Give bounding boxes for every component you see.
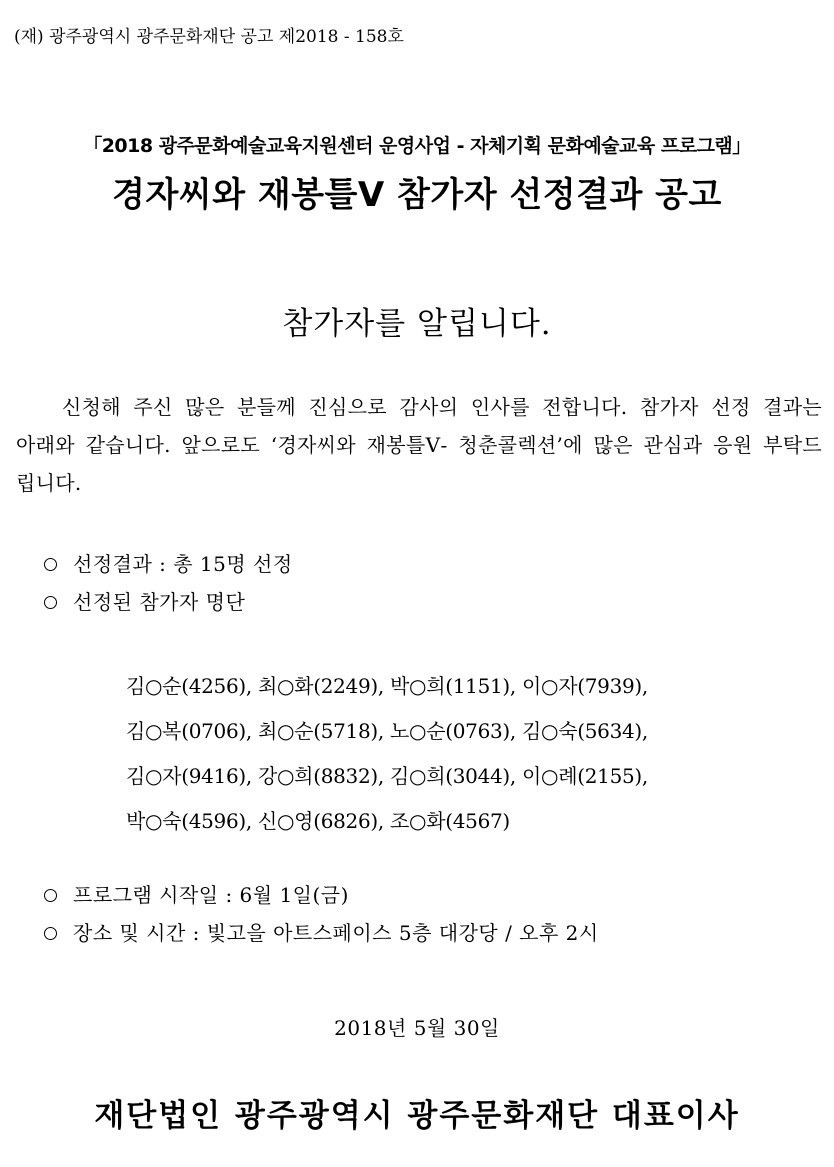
list-item [44,545,293,583]
program-info-list [44,876,599,952]
program-start-date: 프로그램 시작일 : 6월 1일(금) [73,883,349,907]
list-item [44,914,599,952]
circle-bullet-icon [44,927,57,940]
participant-names [126,664,648,844]
selection-result-text: 선정결과 : 총 15명 선정 [73,552,293,576]
participant-line: 박○숙(4596), 신○영(6826), 조○화(4567) [126,809,510,833]
program-subtitle: 「2018 광주문화예술교육지원센터 운영사업 - 자체기획 문화예술교육 프로그램」 [83,135,751,157]
list-item [44,876,599,914]
circle-bullet-icon [44,889,57,902]
selection-list [44,545,293,621]
issuer-signature: 재단법인 광주광역시 광주문화재단 대표이사 [94,1098,740,1134]
document-number: (재) 광주광역시 광주문화재단 공고 제2018 - 158호 [14,27,404,47]
notice-date: 2018년 5월 30일 [334,1016,500,1040]
announcement-heading: 참가자를 알립니다. [282,306,552,342]
circle-bullet-icon [44,558,57,571]
notice-title: 경자씨와 재봉틀Ⅴ 참가자 선정결과 공고 [112,175,722,215]
participant-line: 김○자(9416), 강○희(8832), 김○희(3044), 이○례(2155), [126,764,648,788]
venue-and-time: 장소 및 시간 : 빛고을 아트스페이스 5층 대강당 / 오후 2시 [73,921,599,945]
list-item [44,583,293,621]
circle-bullet-icon [44,596,57,609]
participant-list-label: 선정된 참가자 명단 [73,590,246,614]
participant-line: 김○순(4256), 최○화(2249), 박○희(1151), 이○자(7939), [126,674,648,698]
participant-line: 김○복(0706), 최○순(5718), 노○순(0763), 김○숙(5634), [126,719,648,743]
intro-paragraph: 신청해 주신 많은 분들께 진심으로 감사의 인사를 전합니다. 참가자 선정 결과는 아래와 같습니다. 앞으로도 ‘경자씨와 재봉틀Ⅴ- 청춘콜렉션’에 많은 관심과 응원 부탁드립니다. [16,395,822,495]
